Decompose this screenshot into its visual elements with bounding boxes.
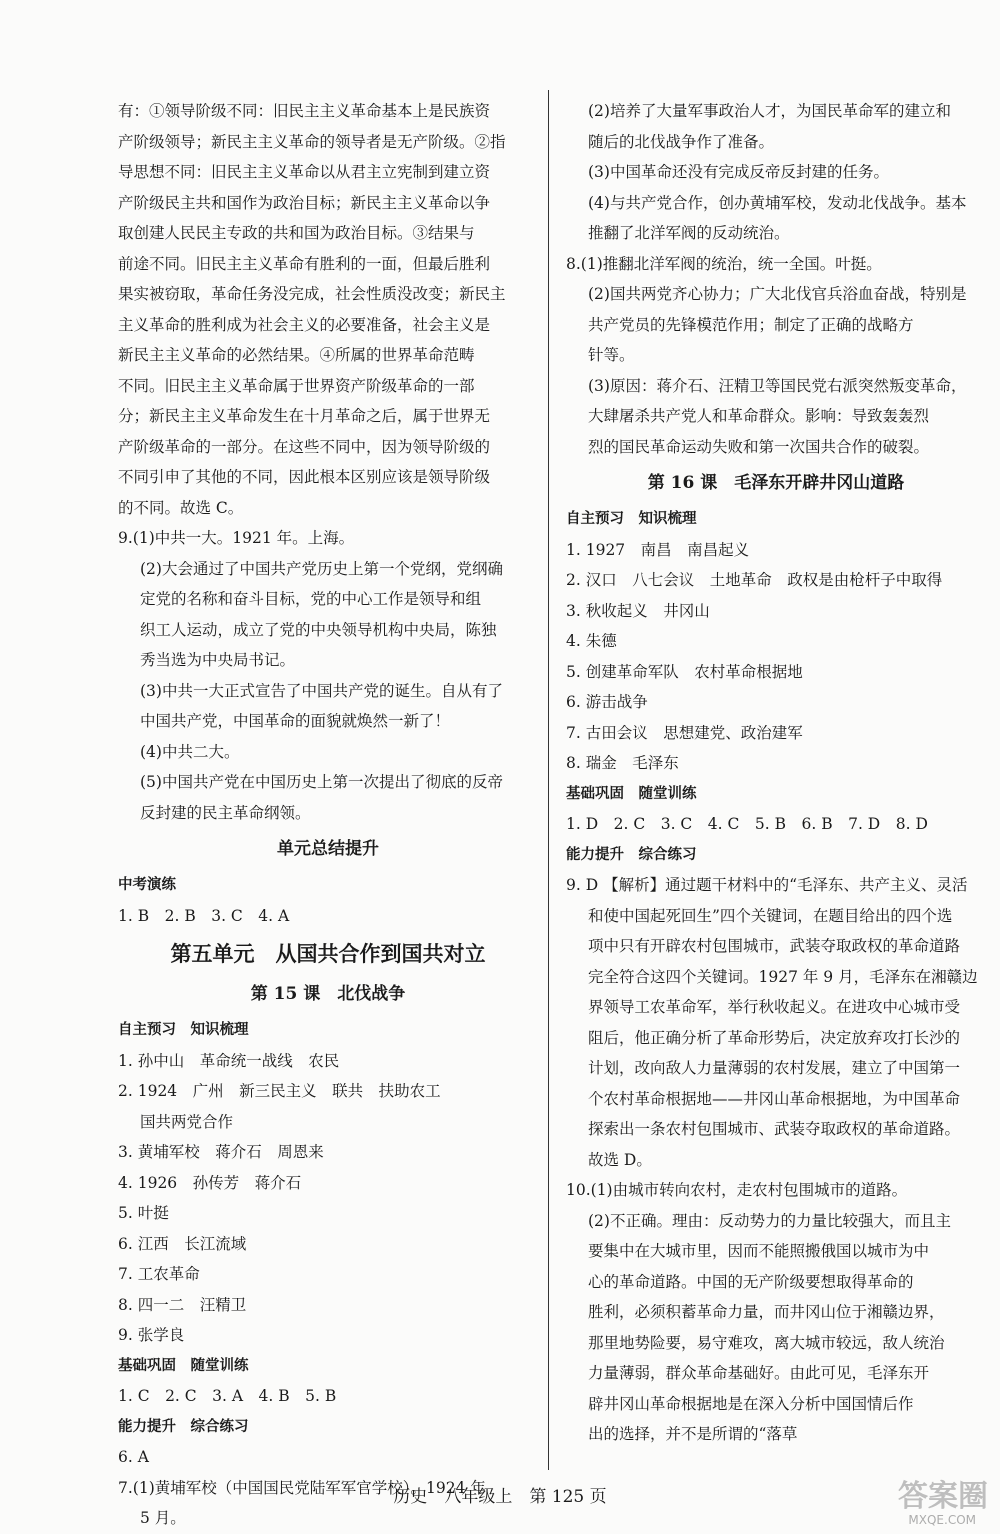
text-line: 界领导工农革命军，举行秋收起义。在进攻中心城市受 (588, 998, 961, 1016)
text-line: 3. 黄埔军校 蒋介石 周恩来 (118, 1143, 324, 1161)
text-line: 5 月。 (140, 1509, 186, 1527)
text-line: (2)培养了大量军事政治人才，为国民革命军的建立和 (588, 102, 951, 120)
text-line: (5)中国共产党在中国历史上第一次提出了彻底的反帝 (140, 773, 503, 791)
text-line: 不同引申了其他的不同，因此根本区别应该是领导阶级 (118, 468, 491, 486)
text-line: 故选 D。 (588, 1150, 652, 1169)
text-line: 共产党员的先锋模范作用；制定了正确的战略方 (588, 315, 914, 334)
section-heading: 自主预习 知识梳理 (566, 511, 697, 527)
text-line: 有：①领导阶级不同：旧民主主义革命基本上是民族资 (118, 102, 491, 120)
text-line: 针等。 (588, 346, 635, 364)
text-line: 分；新民主主义革命发生在十月革命之后，属于世界无 (118, 407, 491, 425)
text-line: 1. B 2. B 3. C 4. A (118, 906, 290, 925)
text-line: 大肆屠杀共产党人和革命群众。影响：导致轰轰烈 (588, 407, 930, 425)
text-line: 6. 游击战争 (566, 693, 648, 711)
text-line: 9.(1)中共一大。1921 年。上海。 (118, 529, 355, 547)
text-line: 那里地势险要，易守难攻，离大城市较远，敌人统治 (588, 1333, 945, 1352)
text-line: (4)中共二大。 (140, 742, 240, 761)
text-line: 织工人运动，成立了党的中央领导机构中央局，陈独 (140, 620, 497, 639)
text-line: 阻后，他正确分析了革命形势后，决定放弃攻打长沙的 (588, 1028, 961, 1047)
text-line: (2)大会通过了中国共产党历史上第一个党纲，党纲确 (140, 559, 503, 578)
page-footer: 历史 八年级上 第 125 页 (393, 1487, 607, 1507)
text-line: 项中只有开辟农村包围城市，武装夺取政权的革命道路 (588, 937, 961, 955)
text-line: 1. 孙中山 革命统一战线 农民 (118, 1051, 340, 1070)
text-line: 反封建的民主革命纲领。 (140, 803, 311, 822)
text-line: 5. 叶挺 (118, 1204, 169, 1222)
section-heading: 中考演练 (118, 877, 176, 893)
text-line: 7. 古田会议 思想建党、政治建军 (566, 723, 803, 742)
text-line: 4. 朱德 (566, 632, 617, 650)
lesson-title: 第 15 课 北伐战争 (250, 984, 406, 1004)
text-line: 主义革命的胜利成为社会主义的必要准备，社会主义是 (118, 315, 491, 334)
text-line: (2)不正确。理由：反动势力的力量比较强大，而且主 (588, 1211, 951, 1230)
text-line: 取创建人民民主专政的共和国为政治目标。③结果与 (118, 224, 475, 242)
text-line: 探索出一条农村包围城市、武装夺取政权的革命道路。 (588, 1120, 961, 1138)
text-line: 9. D 【解析】通过题干材料中的“毛泽东、共产主义、灵活 (566, 876, 968, 894)
text-line: (3)中国革命还没有完成反帝反封建的任务。 (588, 163, 889, 181)
text-line: 产阶级革命的一部分。在这些不同中，因为领导阶级的 (118, 437, 491, 456)
text-line: 6. A (118, 1448, 149, 1466)
text-line: 1. 1927 南昌 南昌起义 (566, 540, 750, 559)
text-line: 3. 秋收起义 井冈山 (566, 601, 710, 620)
text-line: (3)中共一大正式宣告了中国共产党的诞生。自从有了 (140, 681, 503, 700)
text-line: 定党的名称和奋斗目标，党的中心工作是领导和组 (140, 590, 482, 608)
text-line: 9. 张学良 (118, 1326, 185, 1344)
watermark-url: MXQE.COM (908, 1513, 976, 1527)
text-line: 出的选择，并不是所谓的“落草 (588, 1425, 798, 1443)
text-line: 烈的国民革命运动失败和第一次国共合作的破裂。 (588, 437, 930, 456)
text-line: 2. 汉口 八七会议 土地革命 政权是由枪杆子中取得 (566, 571, 943, 589)
text-line: 产阶级民主共和国作为政治目标；新民主主义革命以争 (118, 193, 491, 212)
text-line: 5. 创建革命军队 农村革命根据地 (566, 662, 803, 681)
text-line: 4. 1926 孙传芳 蒋介石 (118, 1173, 302, 1192)
text-line: 7. 工农革命 (118, 1265, 200, 1283)
text-line: 前途不同。旧民主主义革命有胜利的一面，但最后胜利 (118, 254, 491, 273)
text-line: 随后的北伐战争作了准备。 (588, 132, 775, 151)
section-heading: 能力提升 综合练习 (566, 846, 697, 863)
text-line: (3)原因：蒋介石、汪精卫等国民党右派突然叛变革命， (588, 376, 967, 395)
text-line: 2. 1924 广州 新三民主义 联共 扶助农工 (118, 1082, 441, 1100)
text-line: 8. 瑞金 毛泽东 (566, 754, 679, 772)
column-divider (548, 90, 549, 1470)
text-line: 胜利，必须积蓄革命力量，而井冈山位于湘赣边界， (588, 1303, 945, 1321)
text-line: 不同。旧民主主义革命属于世界资产阶级革命的一部 (118, 376, 475, 395)
lesson-title: 第 16 课 毛泽东开辟井冈山道路 (647, 473, 905, 493)
text-line: 要集中在大城市里，因而不能照搬俄国以城市为中 (588, 1242, 930, 1260)
lesson-title: 第五单元 从国共合作到国共对立 (170, 941, 486, 966)
text-line: 10.(1)由城市转向农村，走农村包围城市的道路。 (566, 1181, 908, 1199)
text-line: (2)国共两党齐心协力；广大北伐官兵浴血奋战，特别是 (588, 285, 967, 303)
text-line: 秀当选为中央局书记。 (140, 651, 296, 669)
text-line: 推翻了北洋军阀的反动统治。 (588, 224, 790, 242)
text-line: 1. D 2. C 3. C 4. C 5. B 6. B 7. D 8. D (566, 815, 928, 833)
text-line: 的不同。故选 C。 (118, 498, 244, 517)
text-line: (4)与共产党合作，创办黄埔军校，发动北伐战争。基本 (588, 193, 967, 212)
left-column (118, 96, 538, 1534)
lesson-title: 单元总结提升 (277, 839, 379, 859)
text-line: 计划，改向敌人力量薄弱的农村发展，建立了中国第一 (588, 1059, 961, 1077)
text-line: 中国共产党，中国革命的面貌就焕然一新了！ (140, 712, 451, 730)
text-line: 果实被窃取，革命任务没完成，社会性质没改变；新民主 (118, 285, 506, 303)
right-column (566, 96, 986, 1450)
section-heading: 能力提升 综合练习 (118, 1418, 249, 1435)
text-line: 7.(1)黄埔军校（中国国民党陆军军官学校）。1924 年 (118, 1478, 486, 1497)
text-line: 8. 四一二 汪精卫 (118, 1295, 247, 1314)
text-line: 1. C 2. C 3. A 4. B 5. B (118, 1387, 337, 1405)
section-heading: 基础巩固 随堂训练 (566, 785, 697, 802)
text-line: 完全符合这四个关键词。1927 年 9 月，毛泽东在湘赣边 (588, 967, 978, 986)
text-line: 8.(1)推翻北洋军阀的统治，统一全国。叶挺。 (566, 254, 882, 273)
text-line: 心的革命道路。中国的无产阶级要想取得革命的 (588, 1272, 914, 1291)
text-line: 个农村革命根据地——井冈山革命根据地，为中国革命 (588, 1089, 961, 1108)
text-line: 新民主主义革命的必然结果。④所属的世界革命范畴 (118, 346, 475, 364)
text-line: 辟井冈山革命根据地是在深入分析中国国情后作 (588, 1394, 914, 1413)
section-heading: 自主预习 知识梳理 (118, 1022, 249, 1038)
text-line: 6. 江西 长江流域 (118, 1234, 247, 1253)
text-line: 产阶级领导；新民主主义革命的领导者是无产阶级。②指 (118, 132, 506, 151)
text-line: 和使中国起死回生”四个关键词，在题目给出的四个选 (588, 906, 953, 925)
text-line: 国共两党合作 (140, 1112, 234, 1131)
section-heading: 基础巩固 随堂训练 (118, 1357, 249, 1374)
text-line: 导思想不同：旧民主主义革命以从君主立宪制到建立资 (118, 163, 491, 181)
watermark-logo: 答案圈 (898, 1479, 988, 1514)
text-line: 力量薄弱，群众革命基础好。由此可见，毛泽东开 (588, 1364, 930, 1382)
